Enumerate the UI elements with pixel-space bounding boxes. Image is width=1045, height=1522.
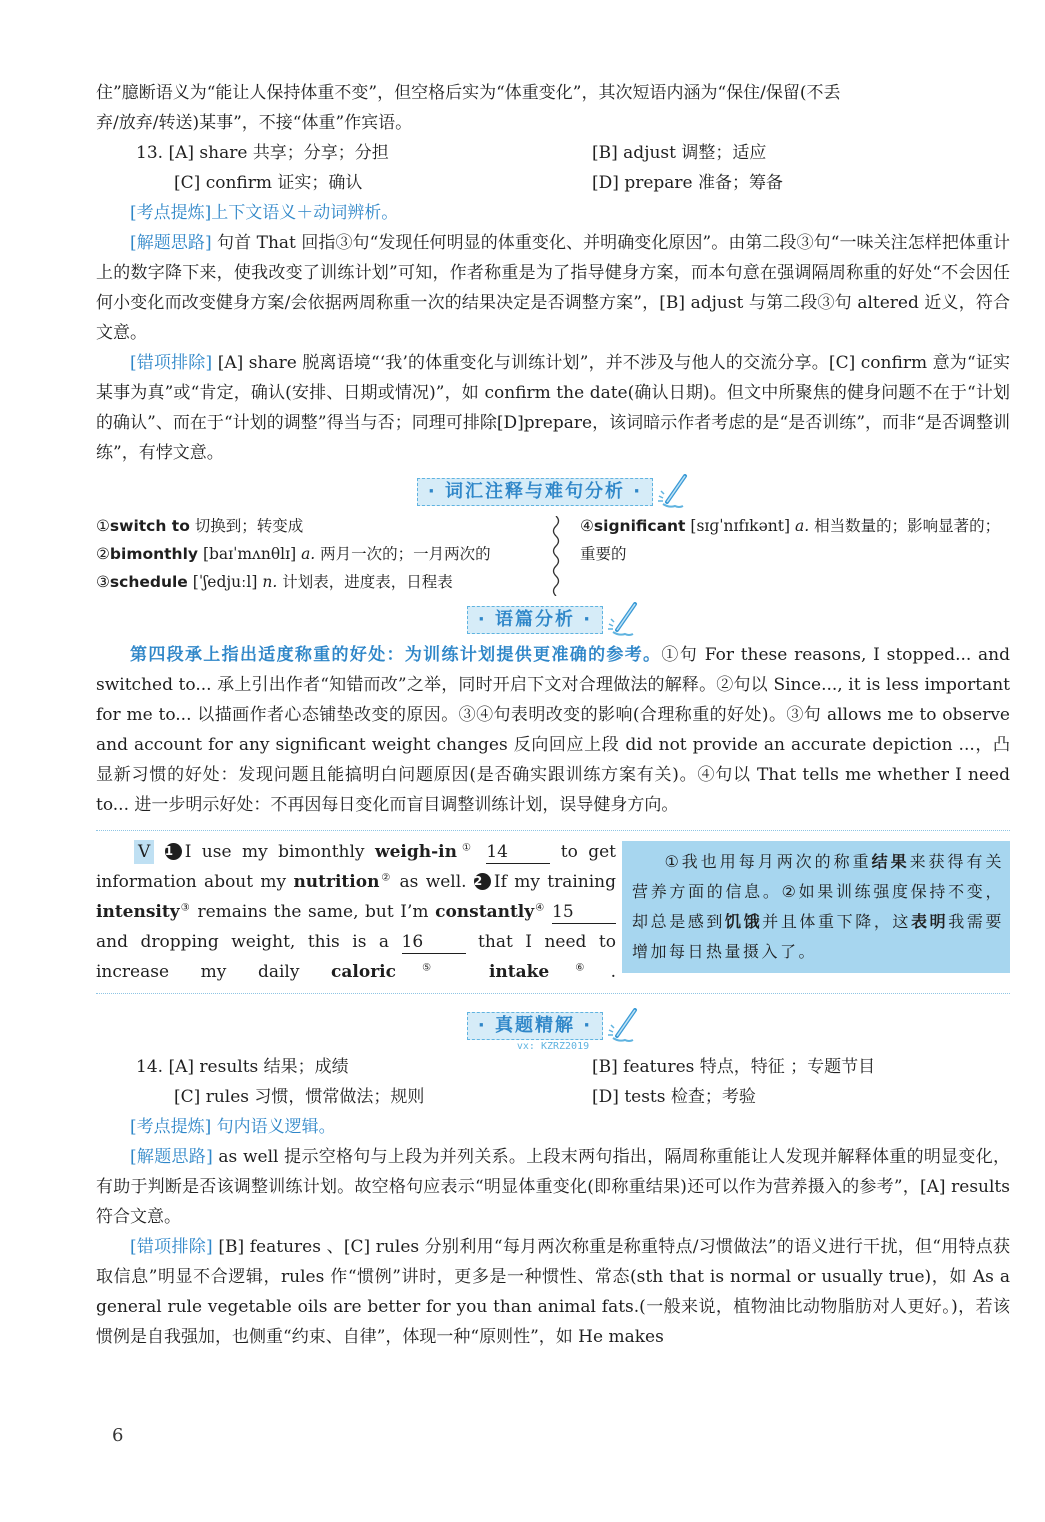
q14-jieti bbox=[96, 1142, 1010, 1232]
q14-options-row-1 bbox=[96, 1052, 1010, 1082]
q13-options-row-2 bbox=[96, 168, 1010, 198]
vocab-word: bimonthly bbox=[109, 545, 199, 563]
q14-option-d-label: [D] bbox=[592, 1087, 619, 1107]
q13-cuoxiang-text: [A] share 脱离语境“‘我’的体重变化与训练计划”，并不涉及与他人的交流分享。[C] confirm 意为“证实某事为真”或“肯定，确认(安排、日期或情况)”，如 confirm the date(确认日期)。但文中所聚焦的健身问题不在于“计划的确认”、而在于“计划的调整”得当与否；同理可排除[D]prepare，该词暗示作者考虑的是“是否训练”，而非“是否调整训练”，有悖文意。 bbox=[96, 353, 1011, 463]
q13-option-d-meaning: 准备；筹备 bbox=[698, 173, 783, 193]
page-number: 6 bbox=[112, 1425, 124, 1446]
vocab-item-2: ②bimonthly [baɪˈmʌnθlɪ] a. 两月一次的；一月两次的 bbox=[96, 545, 491, 563]
q13-option-c-word: confirm bbox=[205, 173, 272, 193]
watermark-text: vx: KZRZ2019 bbox=[516, 1041, 590, 1052]
q13-cuoxiang-label: [错项排除] bbox=[130, 353, 213, 373]
q13-cuoxiang bbox=[96, 348, 1010, 468]
wavy-divider bbox=[536, 512, 576, 596]
q13-option-d-label: [D] bbox=[592, 173, 619, 193]
q14-options-row-2 bbox=[96, 1082, 1010, 1112]
vocab-pos: n. bbox=[262, 573, 278, 591]
document-page bbox=[96, 78, 1010, 1352]
blank-14[interactable]: 14 bbox=[486, 841, 550, 864]
sentence-1-marker: 1 bbox=[165, 843, 182, 860]
vocab-phonetic: [sɪɡˈnɪfɪkənt] bbox=[690, 517, 791, 535]
blank-15[interactable]: 15 bbox=[552, 901, 616, 924]
vocab-word: significant bbox=[593, 517, 686, 535]
q13-kaodian-text: 上下文语义＋动词辨析。 bbox=[211, 203, 399, 223]
intro-line-1: 住”臆断语义为“能让人保持体重不变”，但空格后实为“体重变化”，其次短语内涵为“保住/保留(不丢 bbox=[96, 83, 841, 103]
wavy-line-icon bbox=[550, 516, 562, 596]
q14-option-c-word: rules bbox=[205, 1087, 249, 1107]
q14-option-c-label: [C] bbox=[174, 1087, 201, 1107]
discourse-summary: 第四段承上指出适度称重的好处：为训练计划提供更准确的参考。 bbox=[130, 645, 662, 665]
q14-cuoxiang bbox=[96, 1232, 1010, 1352]
q13-option-b-label: [B] bbox=[592, 143, 618, 163]
q14-kaodian bbox=[96, 1112, 1010, 1142]
q13-option-a-meaning: 共享；分享；分担 bbox=[252, 143, 389, 163]
q13-option-c-label: [C] bbox=[174, 173, 201, 193]
q13-jieti bbox=[96, 228, 1010, 348]
q14-option-b-meaning: 特点，特征 ；专题节目 bbox=[699, 1057, 876, 1077]
vocab-pos: a. bbox=[794, 517, 810, 535]
vocab-meaning: 两月一次的；一月两次的 bbox=[320, 545, 491, 563]
q13-options-row-1 bbox=[96, 138, 1010, 168]
q14-jieti-text: as well 提示空格句与上段为并列关系。上段末两句指出，隔周称重能让人发现并解释体重的明显变化，有助于判断是否该调整训练计划。故空格句应表示“明显体重变化(即称重结果)还可以作为营养摄入的参考”，[A] results 符合文意。 bbox=[96, 1147, 1011, 1227]
vocab-item-4: ④significant [sɪɡˈnɪfɪkənt] a. 相当数量的；影响显著的；重要的 bbox=[580, 517, 1001, 563]
vocab-word: schedule bbox=[109, 573, 188, 591]
vocab-item-3: ③schedule [ˈʃedjuːl] n. 计划表，进度表，日程表 bbox=[96, 573, 453, 591]
intro-line-2: 弃/放弃/转送)某事”，不接“体重”作宾语。 bbox=[96, 113, 413, 133]
intro-paragraph bbox=[96, 78, 1010, 138]
q14-option-a-meaning: 结果；成绩 bbox=[263, 1057, 349, 1077]
vocab-list bbox=[96, 512, 1010, 596]
q13-number: 13. bbox=[136, 143, 164, 163]
vocab-item-1: ①switch to 切换到；转变成 bbox=[96, 517, 304, 535]
vocab-meaning: 相当数量的；影响显著的；重要的 bbox=[580, 517, 1001, 563]
q14-kaodian-label: [考点提炼] bbox=[130, 1117, 212, 1137]
vocab-phonetic: [baɪˈmʌnθlɪ] bbox=[202, 545, 297, 563]
q13-option-a-word: share bbox=[199, 143, 248, 163]
vocab-phonetic: [ˈʃedjuːl] bbox=[192, 573, 258, 591]
vocab-word: switch to bbox=[109, 517, 190, 535]
pen-icon bbox=[655, 474, 689, 510]
exam-section-header bbox=[96, 1008, 1010, 1044]
q13-jieti-text: 句首 That 回指③句“发现任何明显的体重变化、并明确变化原因”。由第二段③句“一味关注怎样把体重计上的数字降下来，使我改变了训练计划”可知，作者称重是为了指导健身方案，而本句意在强调隔周称重的好处“不会因任何小变化而改变健身方案/会依据两周称重一次的结果决定是否调整方案”，[B] adjust 与第二段③句 altered 近义，符合文意。 bbox=[96, 233, 1010, 343]
translation-box: ①我也用每月两次的称重结果来获得有关营养方面的信息。②如果训练强度保持不变，却总是感到饥饿并且体重下降，这表明我需要增加每日热量摄入了。 bbox=[622, 841, 1010, 973]
q14-jieti-label: [解题思路] bbox=[130, 1147, 213, 1167]
vocab-meaning: 计划表，进度表，日程表 bbox=[282, 573, 453, 591]
q14-option-a-word: results bbox=[199, 1057, 259, 1077]
blank-16[interactable]: 16 bbox=[402, 931, 466, 954]
exercise-passage: V 1 I use my bimonthly weigh-in① 14 to get information about my nutrition② as well. 2 If my training intensity③ remains the same, but I’m constantly④ 15 and dropping weight, this is a 16 that I need to increase my daily caloric⑤ intake⑥. bbox=[96, 842, 617, 982]
vocab-meaning: 切换到；转变成 bbox=[194, 517, 304, 535]
exam-section-title: · 真题精解 · bbox=[467, 1012, 603, 1040]
q13-option-d-word: prepare bbox=[624, 173, 693, 193]
q13-option-c-meaning: 证实；确认 bbox=[277, 173, 363, 193]
q13-kaodian-label: [考点提炼] bbox=[130, 203, 212, 223]
q14-option-d-meaning: 检查；考验 bbox=[670, 1087, 756, 1107]
discourse-paragraph bbox=[96, 640, 1010, 820]
q14-cuoxiang-text: [B] features 、[C] rules 分别利用“每月两次称重是称重特点/习惯做法”的语义进行干扰，但“用特点获取信息”明显不合逻辑，rules 作“惯例”讲时，更多是一种惯性、常态(sth that is normal or usually true)，如 As a general rule vegetable oils are better for you than animal fats.(一般来说，植物油比动物脂肪对人更好。)，若该惯例是自我强加，也侧重“约束、自律”，体现一种“原则性”，如 He makes bbox=[96, 1237, 1011, 1347]
q14-kaodian-text: 句内语义逻辑。 bbox=[216, 1117, 336, 1137]
q14-option-a-label: [A] bbox=[168, 1057, 194, 1077]
exercise-block bbox=[96, 831, 1010, 993]
q13-option-b-word: adjust bbox=[623, 143, 676, 163]
q14-option-b-word: features bbox=[623, 1057, 695, 1077]
vocab-pos: a. bbox=[301, 545, 316, 563]
paragraph-tag: V bbox=[134, 840, 154, 864]
discourse-body: ①句 For these reasons, I stopped... and switched to... 承上引出作者“知错而改”之举，同时开启下文对合理做法的解释。②句以 Since..., it is less important for me to... 以描画作者心态铺垫改变的原因。③④句表明改变的影响(合理称重的好处)。③句 allows me to observe and account for any significant weight changes 反向回应上段 did not provide an accurate depiction ...，凸显新习惯的好处：发现问题且能搞明白问题原因(是否确实跟训练方案有关)。④句以 That tells me whether I need to... 进一步明示好处：不再因每日变化而盲目调整训练计划，误导健身方向。 bbox=[96, 645, 1011, 815]
q13-kaodian bbox=[96, 198, 1010, 228]
sentence-2-marker: 2 bbox=[474, 873, 491, 890]
q14-cuoxiang-label: [错项排除] bbox=[130, 1237, 213, 1257]
dotted-divider-bottom bbox=[96, 993, 1010, 994]
vocab-section-title: · 词汇注释与难句分析 · bbox=[417, 478, 653, 506]
q13-jieti-label: [解题思路] bbox=[130, 233, 212, 253]
q14-option-d-word: tests bbox=[624, 1087, 666, 1107]
pen-icon bbox=[605, 1008, 639, 1044]
discourse-section-title: · 语篇分析 · bbox=[467, 606, 603, 634]
pen-icon bbox=[605, 602, 639, 638]
q14-option-c-meaning: 习惯，惯常做法；规则 bbox=[254, 1087, 425, 1107]
q13-option-b-meaning: 调整；适应 bbox=[681, 143, 767, 163]
q14-number: 14. bbox=[136, 1057, 164, 1077]
discourse-section-header bbox=[96, 602, 1010, 638]
q13-option-a-label: [A] bbox=[168, 143, 194, 163]
vocab-section-header bbox=[96, 474, 1010, 510]
q14-option-b-label: [B] bbox=[592, 1057, 618, 1077]
